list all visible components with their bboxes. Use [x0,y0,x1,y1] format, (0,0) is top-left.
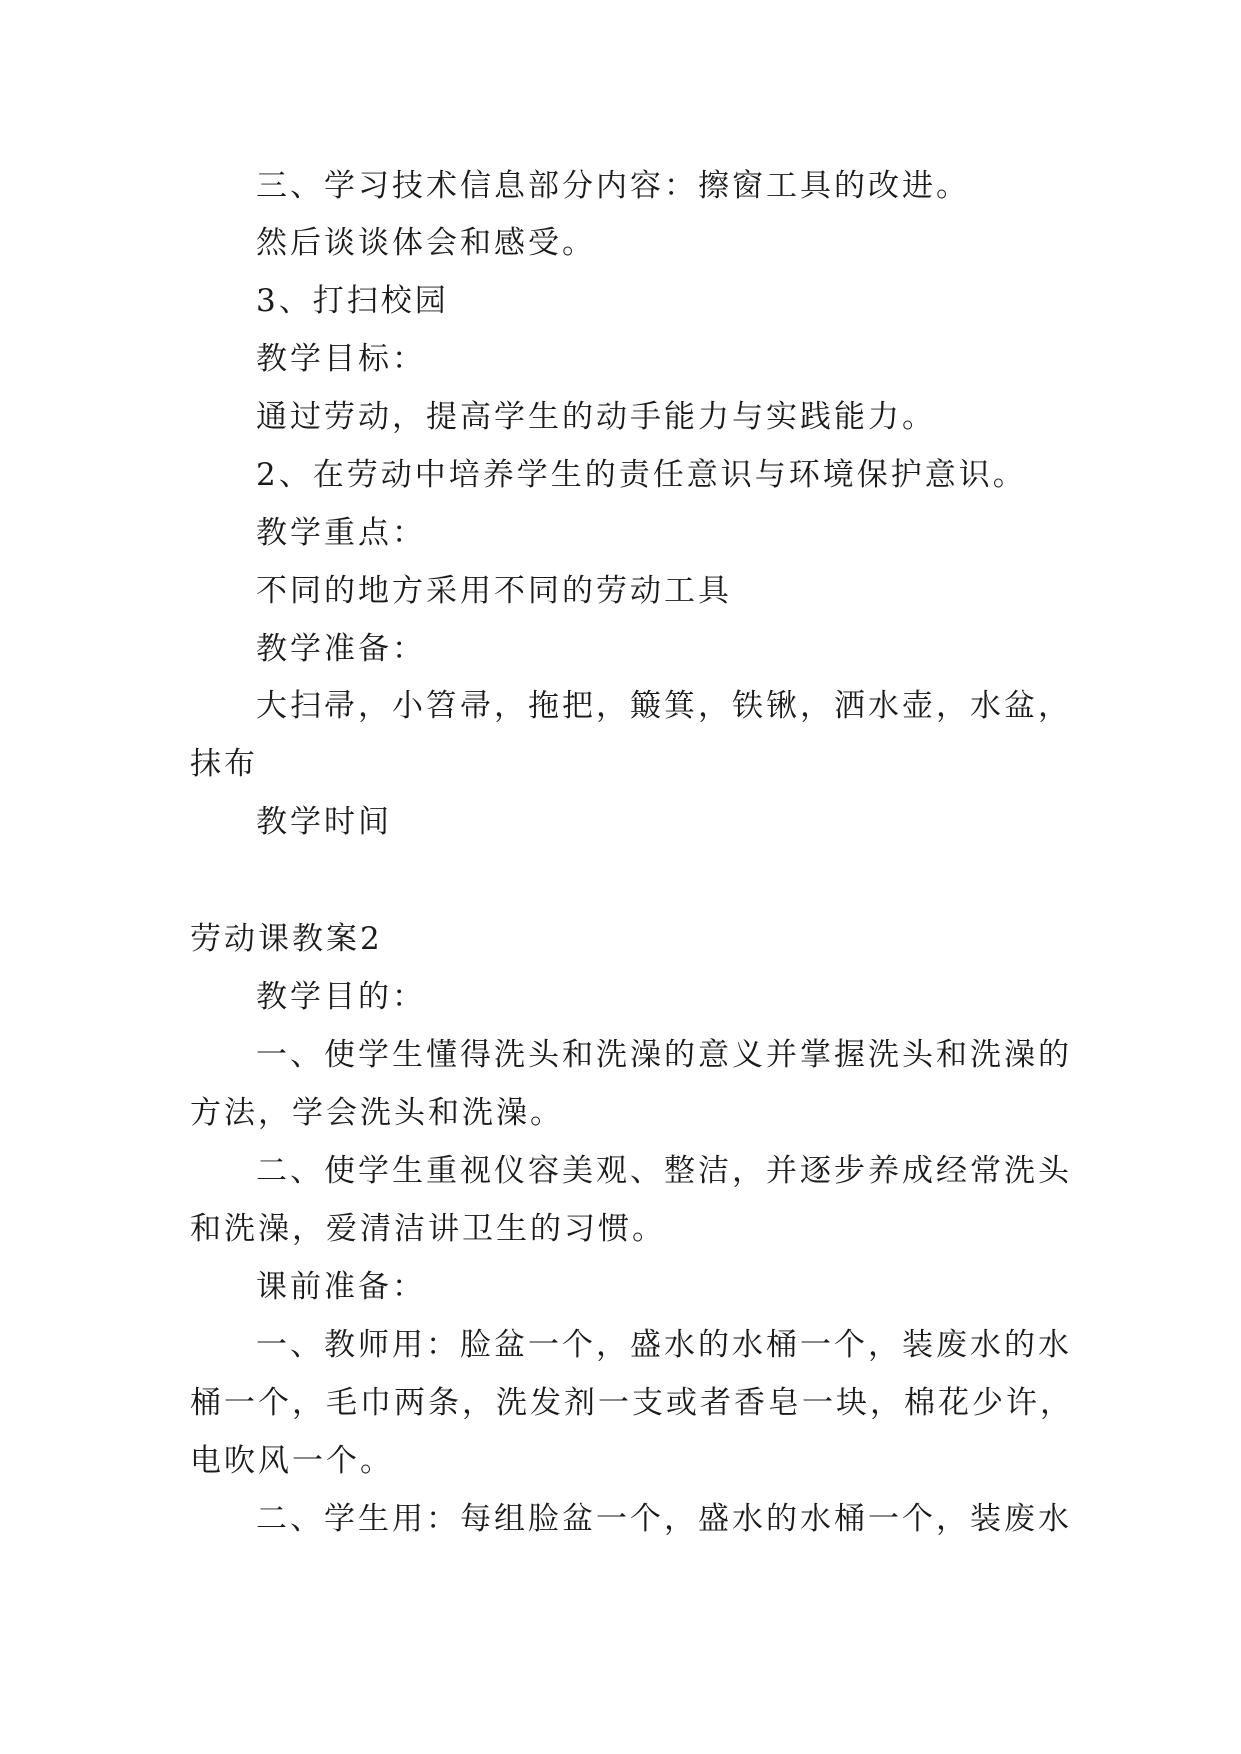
paragraph-line: 教学目的： [256,979,426,1015]
paragraph-line: 一、使学生懂得洗头和洗澡的意义并掌握洗头和洗澡的 [256,1037,1072,1073]
paragraph-line: 三、学习技术信息部分内容：擦窗工具的改进。 [256,168,970,204]
paragraph-line: 教学时间 [256,804,392,840]
paragraph-line: 通过劳动，提高学生的动手能力与实践能力。 [256,399,936,435]
paragraph-line: 方法，学会洗头和洗澡。 [190,1095,564,1131]
paragraph-line: 然后谈谈体会和感受。 [256,225,596,261]
paragraph-line: 电吹风一个。 [190,1443,394,1479]
paragraph-line: 教学目标： [256,341,426,377]
paragraph-line: 2、在劳动中培养学生的责任意识与环境保护意识。 [256,457,1027,493]
paragraph-line: 二、使学生重视仪容美观、整洁，并逐步养成经常洗头 [256,1153,1072,1189]
paragraph-line: 一、教师用：脸盆一个，盛水的水桶一个，装废水的水 [256,1327,1072,1363]
paragraph-line: 和洗澡，爱清洁讲卫生的习惯。 [190,1211,666,1247]
paragraph-line: 课前准备： [256,1269,426,1305]
section-heading: 劳动课教案2 [190,921,383,957]
paragraph-line: 桶一个，毛巾两条，洗发剂一支或者香皂一块，棉花少许， [190,1385,1074,1421]
paragraph-line: 教学重点： [256,515,426,551]
paragraph-line: 教学准备： [256,631,426,667]
section-heading: 3、打扫校园 [256,283,449,319]
paragraph-line: 抹布 [190,746,258,782]
paragraph-line: 大扫帚，小笤帚，拖把，簸箕，铁锹，洒水壶，水盆， [256,688,1072,724]
paragraph-line: 不同的地方采用不同的劳动工具 [256,573,732,609]
paragraph-line: 二、学生用：每组脸盆一个，盛水的水桶一个，装废水 [256,1501,1072,1537]
